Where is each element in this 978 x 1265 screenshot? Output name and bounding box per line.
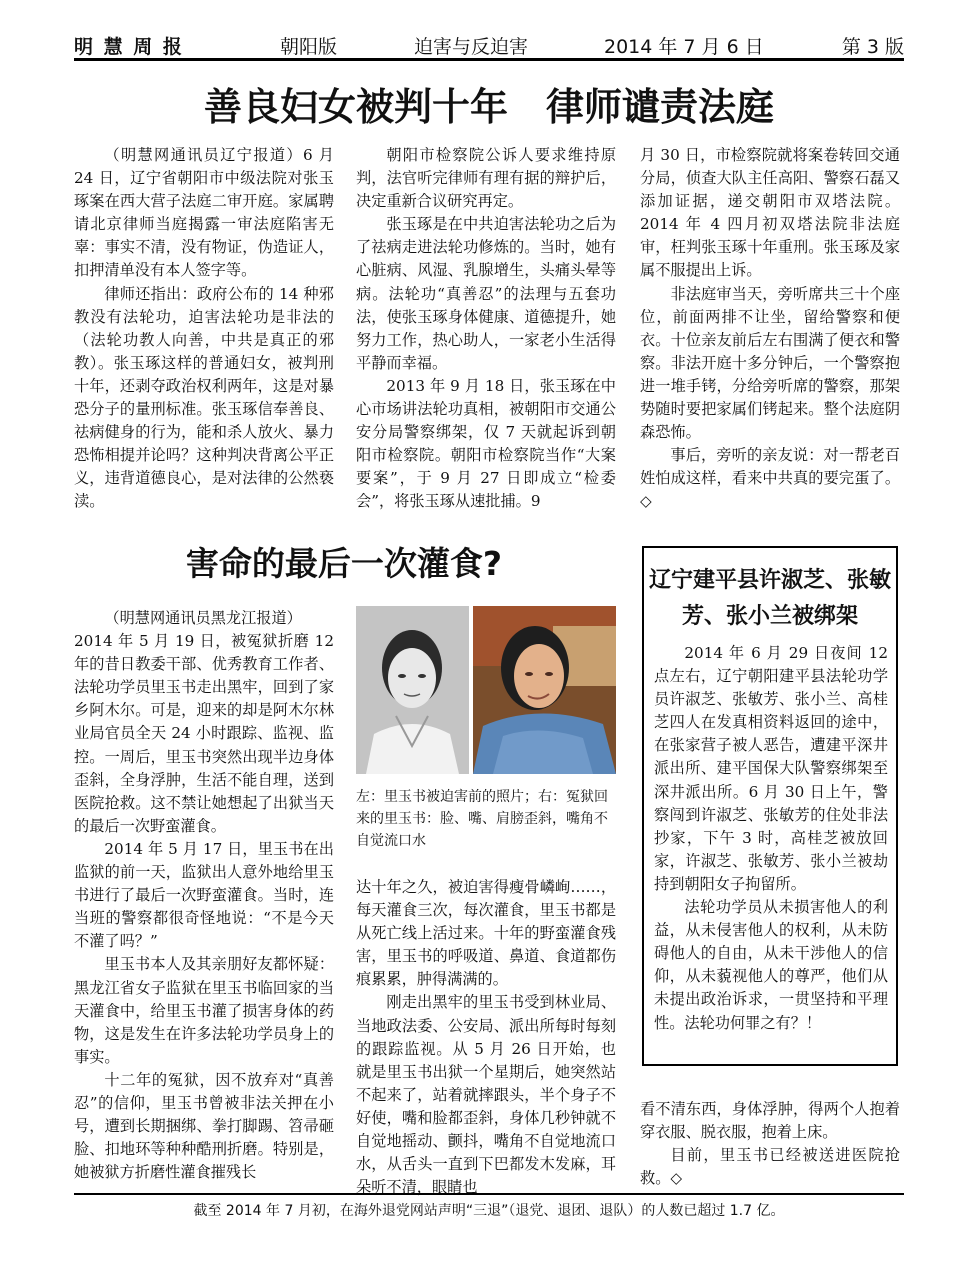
newspaper-name: 明 慧 周 报	[74, 36, 184, 58]
paragraph: 2014 年 5 月 17 日，里玉书在出监狱的前一天，监狱出人意外地给里玉书进行了最后一次野蛮灌食。当时，连当班的警察都很奇怪地说：“不是今天不灌了吗？”	[74, 839, 334, 951]
article1-title: 善良妇女被判十年 律师谴责法庭	[203, 84, 774, 129]
paragraph: 事后，旁听的亲友说：对一帮老百姓怕成这样，看来中共真的要完蛋了。◇	[640, 446, 900, 511]
article1-column-2	[356, 144, 616, 514]
article1-column-3	[640, 144, 900, 514]
paragraph: （明慧网通讯员黑龙江报道）	[104, 609, 302, 627]
issue-date: 2014 年 7 月 6 日	[604, 36, 764, 58]
paragraph: 2014 年 5 月 19 日，被冤狱折磨 12 年的昔日教委干部、优秀教育工作者、法轮功学员里玉书走出黑牢，回到了家乡阿木尔。可是，迎来的却是阿木尔林业局官员全天 24 小时跟踪、监视、监控。一周后，里玉书突然出现半边身体歪斜，全身浮肿，生活不能自理，送到医院抢救。这不禁让她想起了出狱当天的最后一次野蛮灌食。	[74, 632, 334, 835]
paragraph: 达十年之久，被迫害得瘦骨嶙峋……，每天灌食三次，每次灌食，里玉书都是从死亡线上活过来。十年的野蛮灌食残害，里玉书的呼吸道、鼻道、食道都伤痕累累，肿得满满的。	[356, 878, 616, 989]
paragraph: 目前，里玉书已经被送进医院抢救。◇	[640, 1146, 900, 1188]
paragraph: 十二年的冤狱，因不放弃对“真善忍”的信仰，里玉书曾被非法关押在小号，遭到长期捆绑、拳打脚踢、笤帚砸脸、扣地环等种种酷刑折磨。特别是，她被狱方折磨性灌食摧残长	[74, 1070, 334, 1182]
sidebar-body	[654, 642, 888, 1035]
page-header	[74, 28, 904, 58]
footer-rule	[74, 1193, 904, 1195]
photo-before-persecution	[356, 606, 469, 774]
sidebar-title: 辽宁建平县许淑芝、张敏芳、张小兰被绑架	[648, 567, 891, 629]
article2-column-2	[356, 876, 616, 1199]
paragraph: 朝阳市检察院公诉人要求维持原判，法官听完律师有理有据的辩护后，决定重新合议研究再定。	[356, 146, 616, 211]
paragraph: 法轮功学员从未损害他人的利益，从未侵害他人的权利，从未防碍他人的自由，从未干涉他人的信仰，从未藐视他人的尊严，他们从未提出政治诉求，一贯坚持和平理性。法轮功何罪之有？！	[654, 898, 888, 1032]
photo-after-release	[473, 606, 616, 774]
header-rule	[74, 58, 904, 61]
paragraph: 刚走出黑牢的里玉书受到林业局、当地政法委、公安局、派出所每时每刻的跟踪监视。从 5 月 26 日开始，也就是里玉书出狱一个星期后，她突然站不起来了，站着就摔跟头，半个身子不好使，嘴和脸都歪斜，身体几秒钟就不自觉地摇动、颤抖，嘴角不自觉地流口水，从舌头一直到下巴都发木发麻，耳朵听不清，眼睛也	[356, 993, 616, 1197]
paragraph: 2014 年 6 月 29 日夜间 12 点左右，辽宁朝阳建平县法轮功学员许淑芝、张敏芳、张小兰、高桂芝四人在发真相资料返回的途中，在张家营子被人恶告，遭建平深井派出所、建平国保大队警察绑架至深井派出所。6 月 30 日上午，警察闯到许淑芝、张敏芳的住处非法抄家，下午 3 时，高桂芝被放回家，许淑芝、张敏芳、张小兰被劫持到朝阳女子拘留所。	[654, 644, 888, 893]
article2-title: 害命的最后一次灌食?	[185, 544, 503, 583]
paragraph: 里玉书本人及其亲朋好友都怀疑：黑龙江省女子监狱在里玉书临回家的当天灌食中，给里玉书灌了损害身体的药物，这是发生在许多法轮功学员身上的事实。	[74, 955, 334, 1066]
article1-column-1	[74, 144, 334, 514]
page-number: 第 3 版	[841, 36, 904, 58]
paragraph: 张玉琢是在中共迫害法轮功之后为了祛病走进法轮功修炼的。当时，她有心脏病、风湿、乳腺增生，头痛头晕等病。法轮功“真善忍”的法理与五套功法，使张玉琢身体健康、道德提升，她努力工作，热心助人，一家老小生活得平静而幸福。	[356, 215, 616, 372]
paragraph: 律师还指出：政府公布的 14 种邪教没有法轮功，迫害法轮功是非法的（法轮功教人向善，中共是真正的邪教）。张玉琢这样的普通妇女，被判刑十年，还剥夺政治权利两年，这是对暴恐分子的量刑标准。张玉琢信奉善良、祛病健身的行为，能和杀人放火、暴力恐怖相提并论吗？这种判决背离公平正义，违背道德良心，是对法律的公然亵渎。	[74, 284, 334, 511]
section-label: 迫害与反迫害	[414, 36, 529, 58]
article2-column-1	[74, 607, 334, 1184]
photo-caption: 左：里玉书被迫害前的照片；右：冤狱回来的里玉书：脸、嘴、肩膀歪斜，嘴角不自觉流口水	[356, 789, 608, 849]
edition-label: 朝阳版	[280, 36, 338, 58]
paragraph: 看不清东西，身体浮肿，得两个人抱着穿衣服、脱衣服，抱着上床。	[640, 1100, 900, 1142]
paragraph: 2013 年 9 月 18 日，张玉琢在中心市场讲法轮功真相，被朝阳市交通公安分局警察绑架，仅 7 天就起诉到朝阳市检察院。朝阳市检察院当作“大案要案”，于 9 月 27 日即成立“检委会”，将张玉琢从速批捕。9	[356, 376, 616, 511]
footer-note: 截至 2014 年 7 月初，在海外退党网站声明“三退”（退党、退团、退队）的人数已超过 1.7 亿。	[193, 1203, 785, 1219]
paragraph: 月 30 日，市检察院就将案卷转回交通分局，侦查大队主任高阳、警察石磊又添加证据，递交朝阳市双塔法院。2014 年 4 四月初双塔法院非法庭审，枉判张玉琢十年重刑。张玉琢及家属不服提出上诉。	[640, 146, 900, 280]
paragraph: （明慧网通讯员辽宁报道）6 月 24 日，辽宁省朝阳市中级法院对张玉琢案在西大营子法庭二审开庭。家属聘请北京律师当庭揭露一审法庭陷害无辜：事实不清，没有物证，伪造证人，扣押清单没有本人签字等。	[74, 146, 334, 280]
paragraph: 非法庭审当天，旁听席共三十个座位，前面两排不让坐，留给警察和便衣。十位亲友前后左右围满了便衣和警察。非法开庭十多分钟后，一个警察抱进一堆手铐，分给旁听席的警察，那架势随时要把家属们铐起来。整个法庭阴森恐怖。	[640, 284, 900, 442]
article2-column-3	[640, 1098, 900, 1190]
